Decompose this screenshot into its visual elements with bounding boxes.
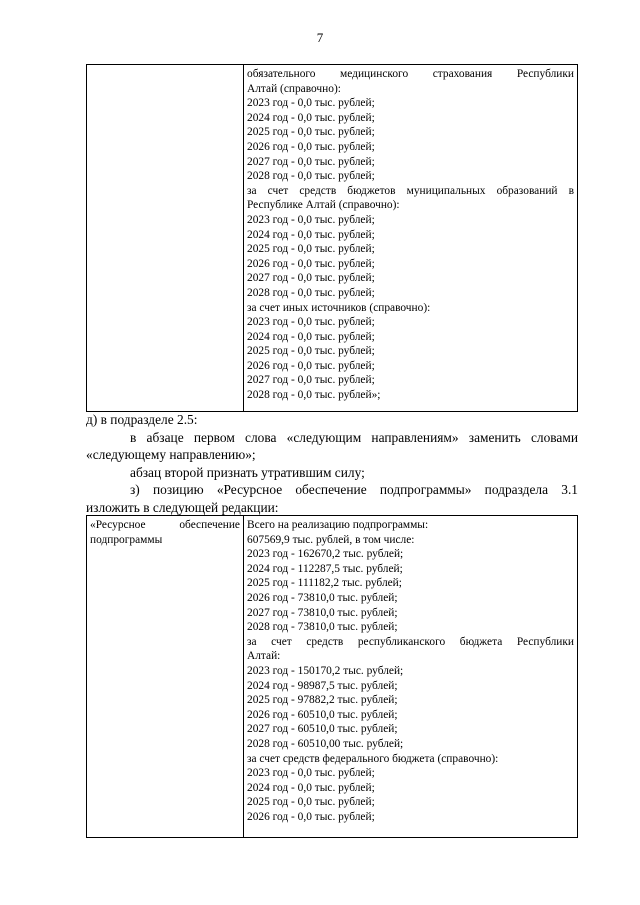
table-row	[87, 516, 578, 838]
table-line: 2024 год - 0,0 тыс. рублей;	[247, 330, 375, 343]
resource-label-line-2: подпрограммы	[90, 533, 163, 546]
table-line: 2023 год - 0,0 тыс. рублей;	[247, 767, 375, 780]
table-line: 2024 год - 0,0 тыс. рублей;	[247, 228, 375, 241]
table-line: 2027 год - 0,0 тыс. рублей;	[247, 155, 375, 168]
table-line: 2028 год - 73810,0 тыс. рублей;	[247, 621, 398, 634]
amendment-d-paragraph-2: абзац второй признать утратившим силу;	[130, 464, 365, 480]
table-line: 2024 год - 98987,5 тыс. рублей;	[247, 679, 398, 692]
table-line: 2027 год - 0,0 тыс. рублей;	[247, 272, 375, 285]
table-row	[87, 65, 578, 412]
amendment-z-line-1: з) позицию «Ресурсное обеспечение подпрограммы» подраздела 3.1	[130, 482, 578, 498]
table-line: 2024 год - 0,0 тыс. рублей;	[247, 781, 375, 794]
table-line: за счет средств федерального бюджета (справочно):	[247, 752, 499, 765]
table-line: за счет иных источников (справочно):	[247, 301, 431, 314]
table-line: Алтай:	[247, 650, 281, 663]
table-line: 2024 год - 0,0 тыс. рублей;	[247, 111, 375, 124]
table-line: 2023 год - 0,0 тыс. рублей;	[247, 316, 375, 329]
table-line: 2023 год - 150170,2 тыс. рублей;	[247, 664, 404, 677]
table-line: 2028 год - 0,0 тыс. рублей;	[247, 286, 375, 299]
table-line: 2025 год - 0,0 тыс. рублей;	[247, 796, 375, 809]
table-line: 2024 год - 112287,5 тыс. рублей;	[247, 562, 403, 575]
amendment-d-paragraph-1-line-2: «следующему направлению»;	[86, 447, 256, 463]
table-line: 2028 год - 0,0 тыс. рублей;	[247, 170, 375, 183]
table-line: 2026 год - 60510,0 тыс. рублей;	[247, 708, 398, 721]
table-line: Алтай (справочно):	[247, 82, 341, 95]
table-line: 2025 год - 0,0 тыс. рублей;	[247, 243, 375, 256]
table-line: 2023 год - 0,0 тыс. рублей;	[247, 97, 375, 110]
table-content-cell	[244, 65, 578, 412]
table-line: 2023 год - 0,0 тыс. рублей;	[247, 213, 375, 226]
table-line: 2026 год - 0,0 тыс. рублей;	[247, 810, 375, 823]
resource-label-line-1: «Ресурсное обеспечение	[90, 519, 240, 531]
table-line: 2025 год - 97882,2 тыс. рублей;	[247, 694, 398, 707]
resource-table-continuation	[86, 64, 578, 412]
table-line: 2025 год - 0,0 тыс. рублей;	[247, 345, 375, 358]
table-line: за счет средств бюджетов муниципальных образований в	[247, 184, 574, 197]
table-line: 2028 год - 60510,00 тыс. рублей;	[247, 737, 404, 750]
table-label-cell	[87, 516, 244, 838]
table-line: за счет средств республиканского бюджета Республики	[247, 635, 574, 648]
resource-table	[86, 515, 578, 838]
table-content-cell	[244, 516, 578, 838]
table-line: 2026 год - 0,0 тыс. рублей;	[247, 359, 375, 372]
table-line: 2027 год - 60510,0 тыс. рублей;	[247, 723, 398, 736]
amendment-text	[86, 411, 578, 517]
amendment-d-paragraph-1-line-1: в абзаце первом слова «следующим направлениям» заменить словами	[130, 429, 578, 445]
table-line: 2027 год - 73810,0 тыс. рублей;	[247, 606, 398, 619]
table-line: 2025 год - 0,0 тыс. рублей;	[247, 126, 375, 139]
table-line: 2027 год - 0,0 тыс. рублей;	[247, 374, 375, 387]
amendment-z-line-2: изложить в следующей редакции:	[86, 499, 279, 515]
table-line: 607569,9 тыс. рублей, в том числе:	[247, 533, 415, 546]
table-line: обязательного медицинского страхования Республики	[247, 68, 574, 80]
table-line: Республике Алтай (справочно):	[247, 199, 400, 212]
table-line: 2028 год - 0,0 тыс. рублей»;	[247, 389, 381, 402]
table-line: 2023 год - 162670,2 тыс. рублей;	[247, 548, 404, 561]
table-line: 2026 год - 0,0 тыс. рублей;	[247, 257, 375, 270]
table-line: 2025 год - 111182,2 тыс. рублей;	[247, 577, 402, 590]
amendment-d-heading: д) в подразделе 2.5:	[86, 412, 198, 427]
table-line: 2026 год - 0,0 тыс. рублей;	[247, 140, 375, 153]
page-number: 7	[316, 30, 324, 45]
table-label-cell-empty	[87, 65, 244, 412]
table-line: 2026 год - 73810,0 тыс. рублей;	[247, 591, 398, 604]
table-line: Всего на реализацию подпрограммы:	[247, 519, 429, 531]
